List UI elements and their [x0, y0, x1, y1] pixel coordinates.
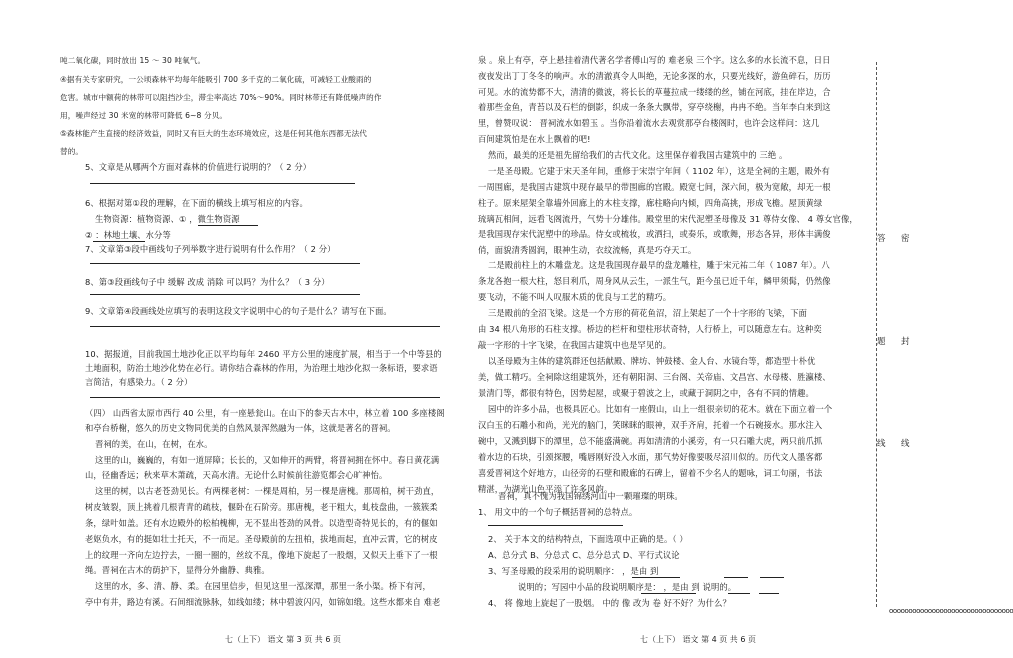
text-line: 汉白玉的石雕小和尚，光光的脑门，笑眯眯的眼神，双手齐肩，托着一个石碗接水。那水注入: [478, 420, 823, 430]
text-line: 泉 。泉上有亭，亭上悬挂着清代著名学者傅山写的 难老泉 三个字。这么多的水长流不息，日日: [478, 55, 831, 65]
text-line: 百间建筑怕是在水上飘着的吧!: [478, 134, 591, 144]
text-line: 喜爱晋祠这个好地方，山径旁的石壁和殿廊的石碑上，留着不少名人的题咏，词工句丽，书法: [478, 468, 823, 478]
choice-options: A、总分式 B、分总式 C、总分总式 D、平行式议论: [488, 550, 680, 560]
text-line: ④据有关专家研究，一公顷森林平均每年能吸引 700 多千克的二氧化硫，可减轻工业酸雨的: [60, 75, 372, 84]
text-line: 一是圣母殿。它建于宋天圣年间，重修于宋崇宁年间（ 1102 年），这是全祠的主题，殿外有: [488, 166, 830, 176]
text-line: 老妪负水，有的挺如壮士托天，不一而足。圣母殿前的左扭柏，拔地而起，直冲云霄，它的树皮: [85, 534, 438, 544]
left-page: [0, 0, 470, 658]
blank-to-2[interactable]: [759, 593, 779, 594]
text-line: 亭中有井，路边有溪。石间细流脉脉，如线如缕；林中碧波闪闪，如锦如缎。这些水都来自 难老: [85, 597, 441, 607]
seal-char: 线: [877, 439, 886, 449]
blank-2[interactable]: [93, 241, 145, 242]
text-line: 替的。: [60, 147, 84, 156]
text-line: ⑤森林能产生直接的经济效益，同时又有巨大的生态环境效应，这是任何其他东西都无法代: [60, 129, 367, 138]
binding-strip: [865, 0, 1013, 658]
question-6: 6、根据对第①段的理解，在下面的横线上填写相应的内容。: [85, 198, 308, 208]
answer-line[interactable]: [488, 525, 623, 526]
section-4-intro: （四） 山西省太原市西行 40 公里，有一座悬瓮山。在山下的参天古木中，林立着 100 多座楼阁: [85, 408, 445, 418]
text-line: 俏，面貌清秀圆润，眼神生动，衣纹流畅，真是巧夺天工。: [478, 245, 697, 255]
question-10: 10、据报道，目前我国土地沙化正以平均每年 2460 平方公里的速度扩展，相当于一个中等县的: [85, 349, 442, 359]
text-line: 精湛，为湖光山色平添了许多风韵。: [478, 484, 613, 494]
seal-dots: oooooooooooooooooooooooooooooooo: [889, 607, 1013, 615]
text-line: 说明的；写园中小品的段说明顺序是： ，是由 到 说明的。: [518, 582, 737, 592]
text-line: 上的纹理一齐向左边拧去，一圈一圈的，丝纹不乱，像地下旋起了一股烟，又似天上垂下了一根: [85, 550, 438, 560]
text-line: 里，曾赞叹说： 晋祠流水如碧玉 。当你沿着流水去观赏那亭台楼阁时，也许会这样问：这几: [478, 118, 820, 128]
text-line: 言简洁，有感染力。（ 2 分）: [85, 377, 193, 387]
text-line: 美，做工精巧。全祠除这组建筑外，还有朝阳洞、三台阁、关帝庙、文昌宫、水母楼、胜瀛楼、: [478, 372, 831, 382]
text-line: 生物资源：植物资源、① ，微生物资源: [95, 214, 240, 224]
text-line: 可见。水的流势都不大，清清的微波，将长长的草蔓拉成一缕缕的丝，铺在河底，挂在岸边，合: [478, 87, 831, 97]
seal-char: 封: [901, 337, 910, 347]
text-line: 是我国现存宋代泥塑中的珍品。侍女或梳妆，或洒扫，或奏乐，或歌舞，形态各异，形体丰满俊: [478, 229, 831, 239]
text-line: 由 34 根八角形的石柱支撑。桥边的栏杆和望柱形状奇特，人行桥上，可以随意左右。这种奕: [478, 324, 822, 334]
text-line: 着那些金鱼，青苔以及石栏的倒影，织成一条条大飘带，穿亭绕榭，冉冉不绝。当年李白来到这: [478, 102, 831, 112]
question-5: 5、文章是从哪两个方面对森林的价值进行说明的？（ 2 分）: [85, 162, 312, 172]
text-line: 这里的树，以古老苍劲见长。有两棵老树：一棵是周柏，另一棵是唐槐。那周柏，树干劲直，: [95, 486, 440, 496]
text-line: 园中的许多小品，也极具匠心。比如有一座假山，山上一组很亲切的花木。就在下面立着一个: [488, 404, 833, 414]
answer-line[interactable]: [90, 183, 355, 184]
question-9: 9、文章第④段画线处应填写的表明这段文字说明中心的句子是什么？请写在下面。: [85, 306, 392, 316]
text-line: 条龙各抱一根大柱，怒目利爪，周身风从云生，一派生气，距今虽已近千年，鳞甲须髯，仍然像: [478, 276, 831, 286]
question-3: 3、写圣母殿的段采用的说明顺序： ，是由 到: [488, 566, 659, 576]
answer-line[interactable]: [90, 263, 360, 264]
text-line: 吨二氧化碳，同时放出 15 ～ 30 吨氧气。: [60, 56, 206, 65]
text-line: 以圣母殿为主体的建筑群还包括献殿、牌坊、钟鼓楼、金人台、水镜台等，都造型十朴优: [488, 356, 816, 366]
question-8: 8、第③段画线句子中 缓解 改成 消除 可以吗？为什么？（ 3 分）: [85, 277, 330, 287]
text-line: 危害。城市中额荷的林带可以阻挡沙尘，滞尘率高达 70%～90%。同时林带还有降低噪声的作: [60, 93, 382, 102]
text-line: 这里的山，巍巍的，有如一道屏障；长长的，又如伸开的两臂，将晋祠拥在怀中。春日黄花满: [95, 455, 440, 465]
blank-order-1[interactable]: [632, 577, 680, 578]
text-line: 绳。晋祠在古木的荫护下，显得分外幽静、典雅。: [85, 565, 270, 575]
text-line: 着水边的石块，引颈探腰，嘴唇刚好没入水面，那气势好像要吸尽沼川似的。历代文人墨客都: [478, 452, 823, 462]
text-line: 树皮皱裂，顶上挑着几根青青的疏枝，偃卧在石阶旁。那唐槐，老干粗大，虬枝盘曲，一簇簇柔: [85, 502, 438, 512]
text-line: 三是殿前的全沼飞梁。这是一个方形的荷花鱼沼，沼上架起了一个十字形的飞梁，下面: [488, 308, 808, 318]
text-line: 一周围廊，是我国古建筑中现存最早的带围廊的宫殿。殿宽七间，深六间，极为宽敞，却无一根: [478, 182, 831, 192]
question-1: 1、 用文中的一个句子概括晋祠的总特点。: [478, 507, 638, 517]
question-7: 7、文章第③段中画线句子列举数字进行说明有什么作用？（ 2 分）: [85, 244, 336, 254]
blank-1[interactable]: [198, 225, 258, 226]
text-line: 土地面积，防治土地沙化势在必行。请你结合森林的作用，为治理土地沙化拟一条标语，要求语: [85, 363, 438, 373]
question-4: 4、 将 像地上旋起了一股烟。 中的 像 改为 卷 好不好？为什么？: [488, 598, 731, 608]
text-line: 柱子。原来屋架全靠墙外回廊上的木柱支撑，廊柱略向内倾，四角高挑，形成飞檐。屋顶黄绿: [478, 198, 823, 208]
seal-char: 密: [901, 234, 910, 244]
text-line: 和亭台桥榭，悠久的历史文物同优美的自然风景浑然融为一体，这就是著名的晋祠。: [85, 423, 396, 433]
text-line: 二是殿前柱上的木雕盘龙。这是我国现存最早的盘龙雕柱，雕于宋元祐二年（ 1087 年）。八: [488, 260, 830, 270]
text-line: 碗中，又溅到脚下的潭里，总不能盛满碗。再如清清的小溪旁，有一只石雕大虎，两只前爪抓: [478, 436, 823, 446]
answer-line[interactable]: [90, 294, 360, 295]
question-2: 2、 关于本文的结构特点，下面选项中正确的是。（ ）: [488, 534, 688, 544]
text-line: 山，径幽香远；秋来草木萧疏，天高水清。无论什么时候前往游览都会心旷神怡。: [85, 470, 388, 480]
text-line: 敲一字形的十字飞梁，在我国古建筑中也是罕见的。: [478, 340, 672, 350]
answer-line[interactable]: [90, 397, 440, 398]
seal-char: 题: [877, 337, 886, 347]
right-page: [478, 0, 862, 658]
text-line: 夜夜发出丁丁冬冬的响声。水的清澈真令人叫绝，无论多深的水，只要光线好，游鱼碎石，历历: [478, 71, 831, 81]
text-line: 晋祠的美，在山，在树，在水。: [95, 439, 213, 449]
seal-char: 答: [877, 234, 886, 244]
text-line: 要飞动，不能不叫人叹服木质的优良与工艺的精巧。: [478, 292, 672, 302]
seal-char: 线: [901, 439, 910, 449]
text-line: 琉璃瓦相间，远看飞阁流丹，气势十分雄伟。殿堂里的宋代泥塑圣母像及 31 尊侍女像、 4 尊女官像，: [478, 214, 858, 224]
answer-line[interactable]: [90, 326, 440, 327]
page-footer: 七（上下） 语文 第 4 页 共 6 页: [640, 635, 756, 644]
blank-to-1[interactable]: [760, 577, 784, 578]
blank-from-2[interactable]: [728, 593, 750, 594]
blank-order-2[interactable]: [641, 593, 696, 594]
text-line: 这里的水，多、清、静、柔。在园里信步，但见这里一泓深潭，那里一条小渠。桥下有河，: [95, 581, 431, 591]
text-line: 景清门等，都很有特色，因势起屋，或聚于碧波之上，或藏于洞阴之中，各有不同的情趣。: [478, 388, 814, 398]
page-footer: 七（上下） 语文 第 3 页 共 6 页: [225, 635, 341, 644]
text-line: 条，绿叶如盖。还有水边殿外的松柏槐柳，无不显出苍劲的风骨。以造型奇特见长的，有的偃如: [85, 518, 438, 528]
text-line: 然而，最美的还是祖先留给我们的古代文化。这里保存着我国古建筑中的 三绝 。: [488, 150, 788, 160]
blank-from-1[interactable]: [724, 577, 748, 578]
text-line: 用，噪声经过 30 米宽的林带可降低 6~8 分贝。: [60, 111, 228, 120]
text-line: 晋祠，真不愧为我国锦绣河山中一颗璀璨的明珠。: [498, 491, 683, 501]
text-line: ② ：林地土壤、水分等: [85, 230, 171, 240]
